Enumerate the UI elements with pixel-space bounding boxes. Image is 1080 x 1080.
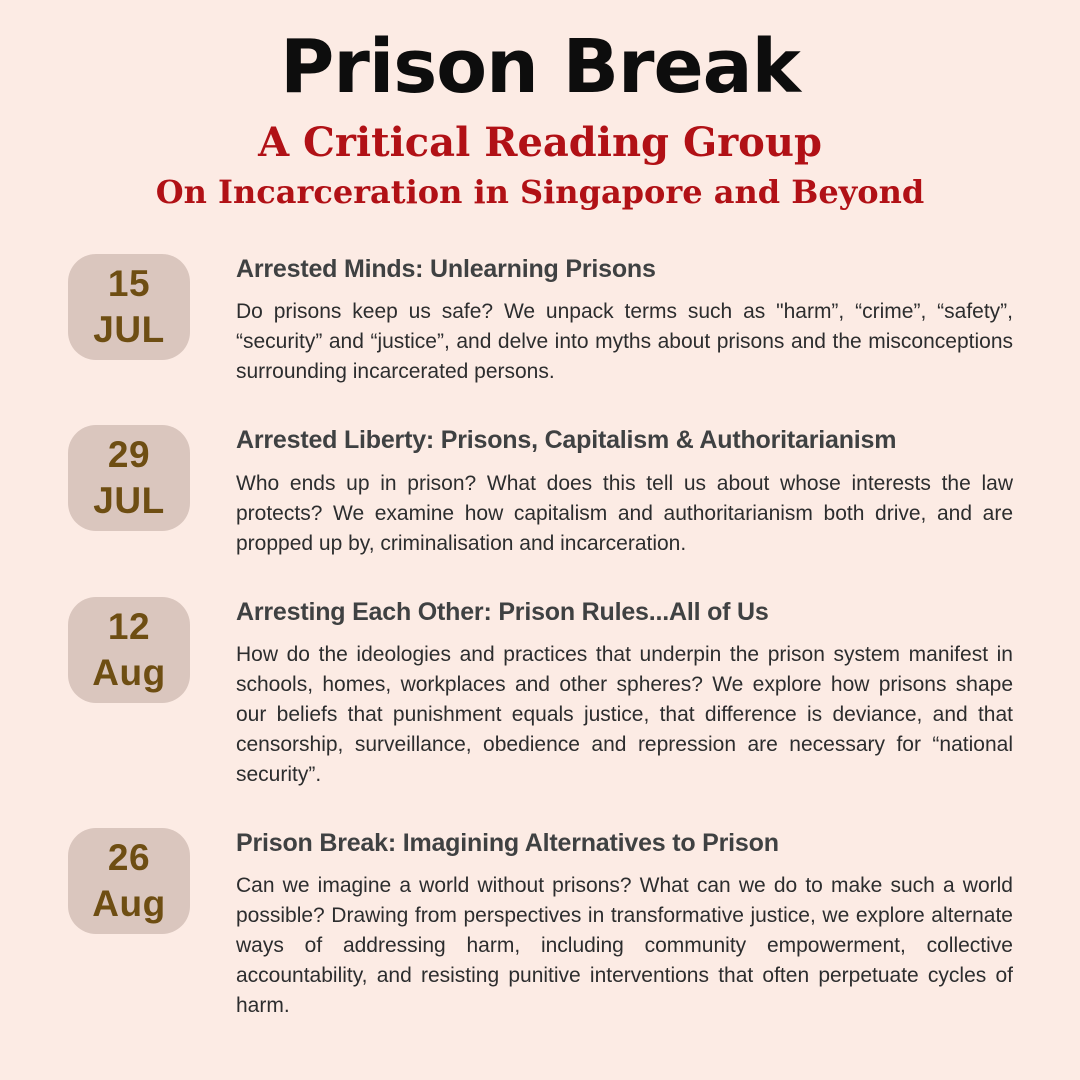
event-1-day: 15 bbox=[107, 263, 151, 305]
event-4-day: 26 bbox=[107, 836, 151, 878]
event-2-description: Who ends up in prison? What does this tell us about whose interests the law protects? We examine how capitalism and authoritarianism both drive, and are propped up by, criminalisation and incarceration. bbox=[236, 471, 1013, 555]
event-row-3 bbox=[68, 597, 1013, 790]
event-3-description: How do the ideologies and practices that underpin the prison system manifest in schools, homes, workplaces and other spheres? We explore how prisons shape our beliefs that punishment equals justice, that difference is deviance, and that censorship, surveillance, obedience and repression are necessary for “national security”. bbox=[236, 642, 1013, 786]
poster-header bbox=[0, 0, 1080, 210]
poster-tagline: On Incarceration in Singapore and Beyond bbox=[155, 172, 925, 211]
event-4-description: Can we imagine a world without prisons? What can we do to make such a world possible? Drawing from perspectives in transformative justice, we explore alternate ways of addressing harm, including community empowerment, collective accountability, and resisting punitive interventions that often perpetuate cycles of harm. bbox=[236, 874, 1013, 1018]
event-2-day: 29 bbox=[107, 434, 151, 476]
event-3-title: Arresting Each Other: Prison Rules...All of Us bbox=[236, 597, 769, 626]
event-2-month: JUL bbox=[93, 480, 165, 522]
event-4-month: Aug bbox=[92, 882, 166, 924]
event-row-4 bbox=[68, 828, 1013, 1021]
event-4-content bbox=[236, 828, 1013, 1021]
event-row-1 bbox=[68, 254, 1013, 387]
poster-title: Prison Break bbox=[280, 24, 800, 110]
poster-subtitle: A Critical Reading Group bbox=[258, 118, 822, 166]
event-2-date-badge bbox=[68, 425, 190, 531]
event-1-month: JUL bbox=[93, 309, 165, 351]
event-2-title: Arrested Liberty: Prisons, Capitalism & Authoritarianism bbox=[236, 426, 897, 455]
event-4-date-badge bbox=[68, 828, 190, 934]
event-3-day: 12 bbox=[107, 605, 151, 647]
event-4-title: Prison Break: Imagining Alternatives to Prison bbox=[236, 828, 779, 857]
event-1-date-badge bbox=[68, 254, 190, 360]
event-1-title: Arrested Minds: Unlearning Prisons bbox=[236, 255, 656, 284]
event-3-content bbox=[236, 597, 1013, 790]
event-3-month: Aug bbox=[92, 651, 166, 693]
event-1-description: Do prisons keep us safe? We unpack terms such as "harm”, “crime”, “safety”, “security” and “justice”, and delve into myths about prisons and the misconceptions surrounding incarcerated persons. bbox=[236, 300, 1013, 384]
events-list bbox=[0, 210, 1080, 1021]
event-1-content bbox=[236, 254, 1013, 387]
event-2-content bbox=[236, 425, 1013, 558]
event-3-date-badge bbox=[68, 597, 190, 703]
event-row-2 bbox=[68, 425, 1013, 558]
